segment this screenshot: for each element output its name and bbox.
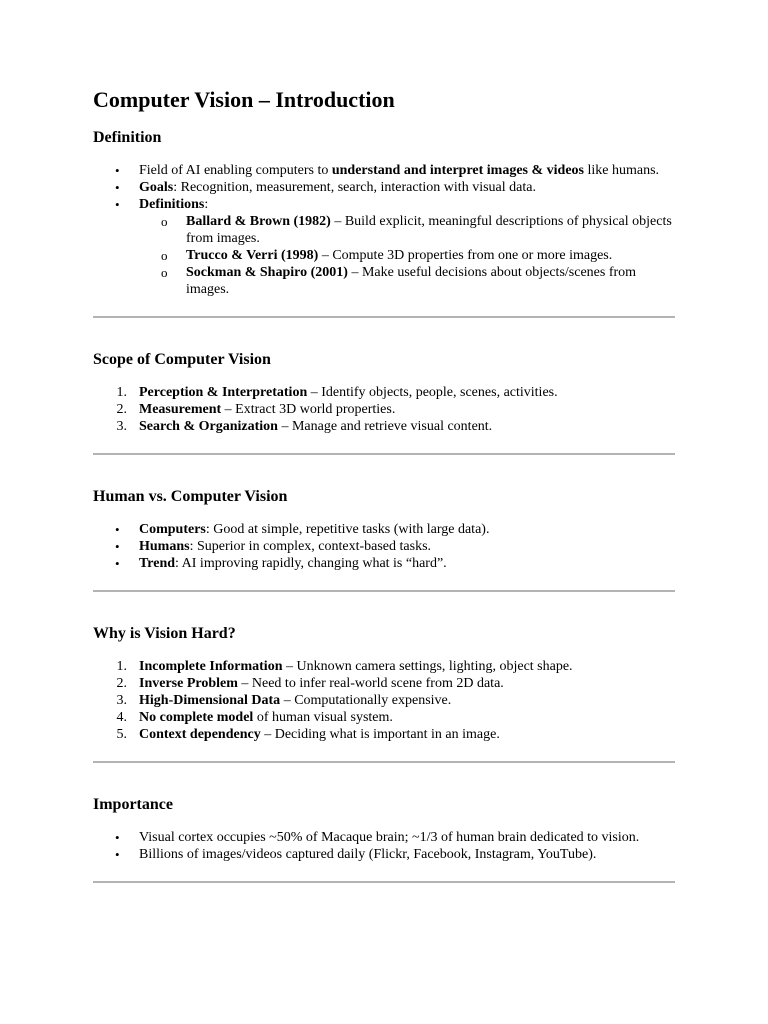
list-item: 2. Inverse Problem – Need to infer real-world scene from 2D data. [116,676,504,691]
human-vs-computer-list [93,521,675,572]
page-title: Computer Vision – Introduction [93,87,395,112]
list-item: 2. Measurement – Extract 3D world properties. [116,402,396,417]
list-item: 3. High-Dimensional Data – Computationally expensive. [116,693,452,708]
list-item: • Visual cortex occupies ~50% of Macaque brain; ~1/3 of human brain dedicated to vision. [93,829,675,846]
list-item: 1. Perception & Interpretation – Identify objects, people, scenes, activities. [116,385,558,400]
section-heading-scope: Scope of Computer Vision [93,351,271,368]
list-item: • Humans: Superior in complex, context-based tasks. [93,538,675,555]
sublist-item: o Trucco & Verri (1998) – Compute 3D properties from one or more images. [139,247,675,264]
definitions-sublist [139,213,675,298]
section-heading-human-vs-computer: Human vs. Computer Vision [93,488,288,505]
section-divider [93,316,675,318]
list-item: • Definitions: o Ballard & Brown (1982) – Build explicit, meaningful descriptions of physical objects from images. o Trucco & Verri (1998) – Compute 3D properties from one or more images. o Sockman & Shapiro (2001) – Make useful decisions about objects/scenes from images. [93,196,675,298]
section-heading-definition: Definition [93,129,162,146]
section-heading-importance: Importance [93,796,173,813]
list-item: 1. Incomplete Information – Unknown camera settings, lighting, object shape. [116,659,573,674]
list-item: • Field of AI enabling computers to understand and interpret images & videos like humans. [93,162,675,179]
list-item: 5. Context dependency – Deciding what is important in an image. [116,727,500,742]
list-item: 3. Search & Organization – Manage and retrieve visual content. [116,419,493,434]
list-item: • Trend: AI improving rapidly, changing what is “hard”. [93,555,675,572]
section-divider [93,590,675,592]
section-divider [93,453,675,455]
why-hard-list [93,658,675,743]
list-item: 4. No complete model of human visual system. [116,710,393,725]
section-divider [93,881,675,883]
sublist-item: o Sockman & Shapiro (2001) – Make useful decisions about objects/scenes from images. [139,264,675,298]
scope-list [93,384,675,435]
importance-list [93,829,675,863]
section-divider [93,761,675,763]
document-content [93,86,675,883]
list-item: • Goals: Recognition, measurement, search, interaction with visual data. [93,179,675,196]
list-item: • Billions of images/videos captured daily (Flickr, Facebook, Instagram, YouTube). [93,846,675,863]
section-heading-why-hard: Why is Vision Hard? [93,625,236,642]
sublist-item: o Ballard & Brown (1982) – Build explicit, meaningful descriptions of physical objects from images. [139,213,675,247]
definition-list [93,162,675,298]
list-item: • Computers: Good at simple, repetitive tasks (with large data). [93,521,675,538]
